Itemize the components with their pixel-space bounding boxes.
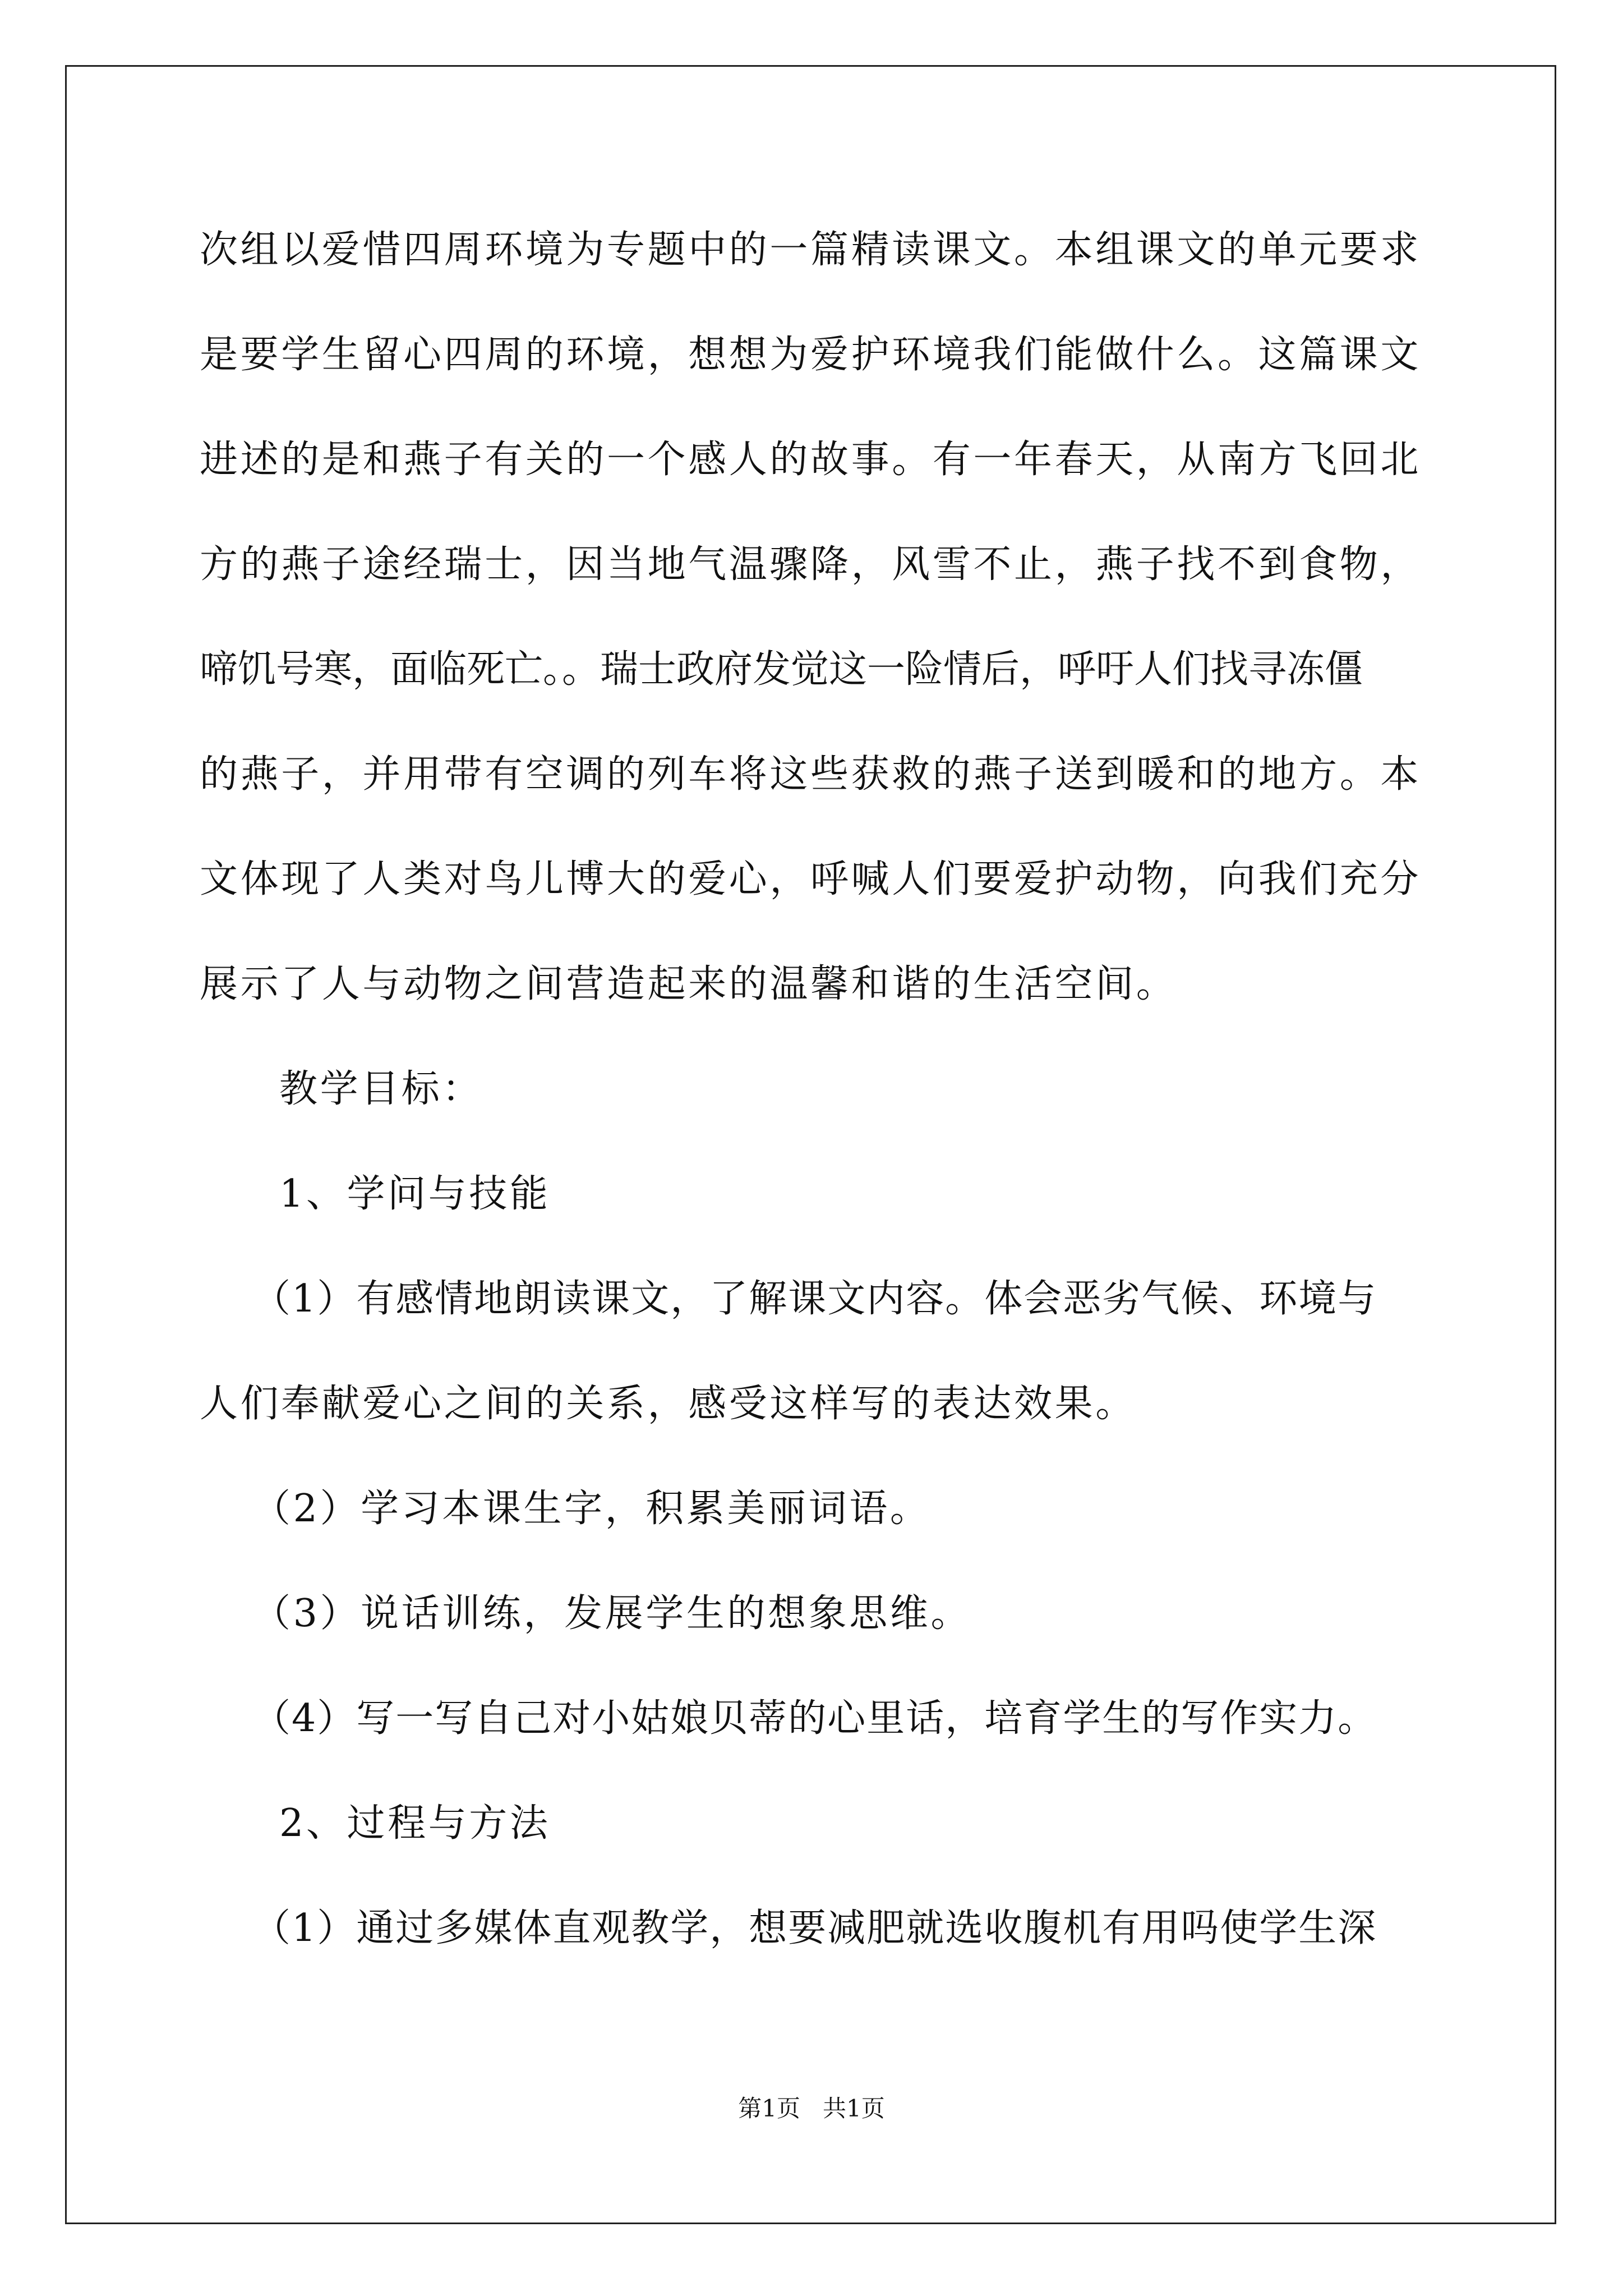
page-number-footer: 第1页 共1页 — [738, 2095, 885, 2122]
objective-item-4: （4）写一写自己对小姑娘贝蒂的心里话，培育学生的写作实力。 — [252, 1696, 1377, 1741]
body-line-1: 次组以爱惜四周环境为专题中的一篇精读课文。本组课文的单元要求 — [200, 228, 1422, 272]
body-line-6: 的燕子，并用带有空调的列车将这些获救的燕子送到暖和的地方。本 — [200, 752, 1422, 797]
body-line-5: 啼饥号寒，面临死亡。。瑞士政府发觉这一险情后，呼吁人们找寻冻僵 — [200, 647, 1363, 692]
body-line-8: 展示了人与动物之间营造起来的温馨和谐的生活空间。 — [200, 962, 1177, 1006]
section-heading-objectives: 教学目标： — [279, 1067, 483, 1111]
body-line-2: 是要学生留心四周的环境，想想为爱护环境我们能做什么。这篇课文 — [200, 333, 1422, 377]
subheading-knowledge-skills: 1、学问与技能 — [279, 1172, 551, 1216]
objective-item-1: （1）有感情地朗读课文，了解课文内容。体会恶劣气候、环境与 — [252, 1277, 1377, 1321]
page-border — [65, 65, 1556, 2224]
body-line-7: 文体现了人类对鸟儿博大的爱心，呼喊人们要爱护动物，向我们充分 — [200, 857, 1422, 901]
body-line-4: 方的燕子途经瑞士，因当地气温骤降，风雪不止，燕子找不到食物， — [200, 542, 1422, 587]
body-line-3: 进述的是和燕子有关的一个感人的故事。有一年春天，从南方飞回北 — [200, 438, 1422, 482]
objective-item-3: （3）说话训练，发展学生的想象思维。 — [252, 1591, 972, 1636]
objective-item-1-cont: 人们奉献爱心之间的关系，感受这样写的表达效果。 — [200, 1382, 1136, 1426]
subheading-process-methods: 2、过程与方法 — [279, 1801, 551, 1846]
objective-item-2: （2）学习本课生字，积累美丽词语。 — [252, 1487, 931, 1531]
process-item-1: （1）通过多媒体直观教学，想要减肥就选收腹机有用吗使学生深 — [252, 1906, 1377, 1950]
